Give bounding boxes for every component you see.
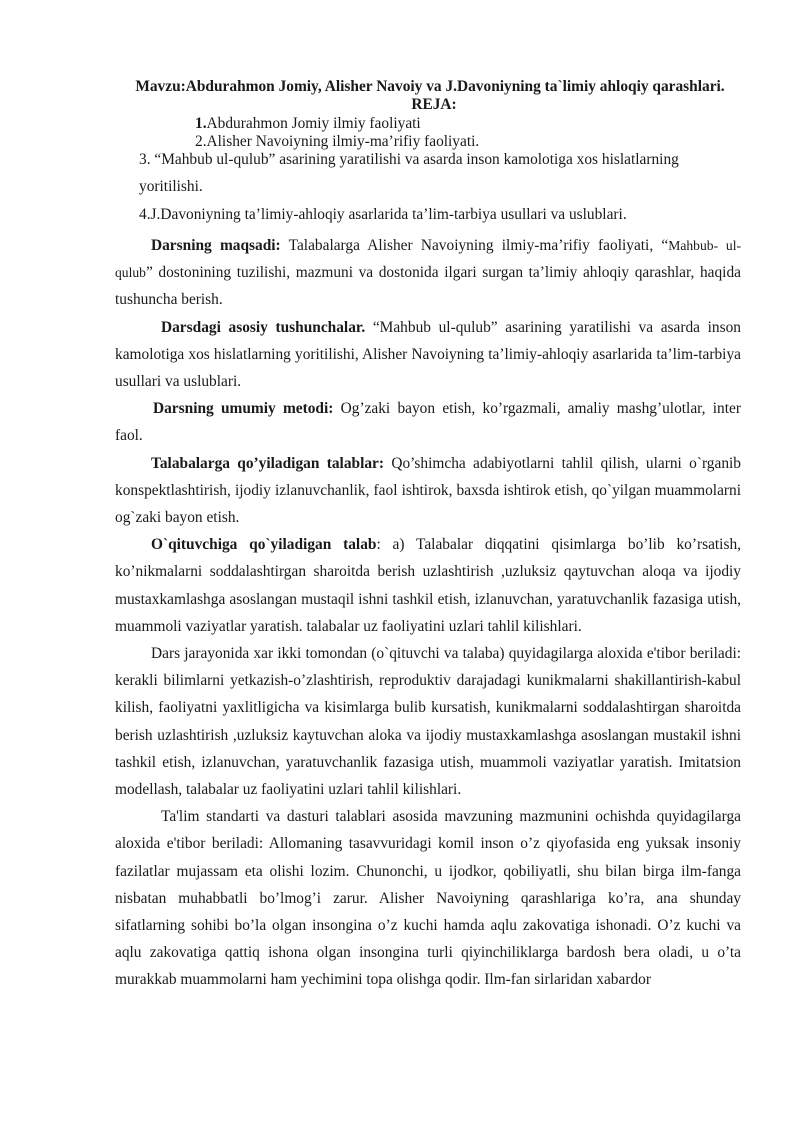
paragraph-key-concepts — [115, 314, 741, 396]
paragraph-lesson-goal — [115, 232, 741, 314]
paragraph-general-method — [115, 395, 741, 449]
plan-item-number: 1. — [195, 115, 207, 132]
general-method-text: Og’zaki bayon etish, ko’rgazmali, amaliy mashg’ulotlar, inter faol. — [115, 400, 741, 445]
general-method-label: Darsning umumiy metodi: — [153, 400, 334, 418]
key-concepts-label: Darsdagi asosiy tushunchalar. — [161, 318, 366, 336]
paragraph-student-requirements — [115, 450, 741, 532]
student-requirements-label: Talabalarga qo’yiladigan talablar: — [151, 454, 385, 472]
document-title: Mavzu:Abdurahmon Jomiy, Alisher Navoiy va J.Davoniyning ta`limiy ahloqiy qarashlari. — [135, 78, 725, 95]
teacher-requirements-label: O`qituvchiga qo`yiladigan talab — [151, 536, 377, 554]
lesson-goal-label: Darsning maqsadi: — [151, 237, 281, 254]
plan-heading: REJA: — [411, 96, 457, 113]
key-concepts-text: “Mahbub ul-qulub” asarining yaratilishi va asarda inson kamolotiga xos hislatlarning yoritilishi, Alisher Navoiyning ta’limiy-ahloqiy asarlarida ta’lim-tarbiya usullari va uslublari. — [115, 318, 741, 391]
lesson-goal-text-part1: Talabalarga Alisher Navoiyning ilmiy-ma’rifiy faoliyati, “ — [280, 237, 669, 254]
lesson-goal-title: Mahbub- ul-qulub — [115, 238, 741, 281]
teacher-requirements-text: : a) Talabalar diqqatini qisimlarga bo’lib ko’rsatish, ko’nikmalarni soddalashtirgan sharoitda berish uzlashtirish ,uzluksiz qaytuvchan aloqa va ijodiy mustaxkamlashga asoslangan mustaqil ishni tashkil etish, izlanuvchan, yaratuvchanlik fazasiga utish, muammoli vaziyatlar yaratish. talabalar uz faoliyatini uzlari tahlil kilishlari. — [115, 536, 741, 635]
plan-item-text: Abdurahmon Jomiy ilmiy faoliyati — [206, 115, 421, 132]
plan-item-3: 3. “Mahbub ul-qulub” asarining yaratilishi va asarda inson kamolotiga xos hislatlarning — [139, 151, 679, 168]
document-body — [115, 232, 741, 994]
student-requirements-text: Qo’shimcha adabiyotlarni tahlil qilish, ularni o`rganib konspektlashtirish, ijodiy izlanuvchanlik, faol ishtirok, baxsda ishtirok etish, qo`yilgan muammolarni og`zaki bayon etish. — [115, 454, 741, 527]
plan-item-4: 4.J.Davoniyning ta’limiy-ahloqiy asarlarida ta’lim-tarbiya usullari va uslublari. — [139, 206, 627, 223]
plan-item-2: 2.Alisher Navoiyning ilmiy-ma’rifiy faoliyati. — [195, 133, 480, 150]
paragraph-education-standard: Ta'lim standarti va dasturi talablari asosida mavzuning mazmunini ochishda quyidagilarga aloxida e'tibor beriladi: Allomaning tasavvuridagi komil inson o’z qiyofasida eng yuksak insoniy fazilatlar mujassam eta olishi lozim. Chunonchi, u ijodkor, qobiliyatli, shu bilan birga ilm-fanga nisbatan muhabbatli bo’lmog’i zarur. Alisher Navoiyning qarashlariga ko’ra, ana shunday sifatlarning sohibi bo’la olgan insongina o’z kuchi hamda aqlu zakovatiga ishonadi. O’z kuchi va aqlu zakovatiga qattiq ishona olgan insongina turli qiyinchiliklarga bardosh bera oladi, u o’ta murakkab muammolarni ham yechimini topa olishga qodir. Ilm-fan sirlaridan xabardor — [115, 808, 741, 989]
plan-item-1 — [195, 114, 421, 134]
plan-item-3-continuation: yoritilishi. — [139, 178, 203, 195]
paragraph-teacher-requirements — [115, 531, 741, 640]
paragraph-lesson-process: Dars jarayonida xar ikki tomondan (o`qituvchi va talaba) quyidagilarga aloxida e'tibor beriladi: kerakli bilimlarni yetkazish-o’zlashtirish, reproduktiv darajadagi kunikmalarni shakillantirish-kabul kilish, faoliyatni yaxlitligicha va kisimlarga bulib kursatish, kunikmalarni soddalashtirgan sharoitda berish uzlashtirish ,uzluksiz kaytuvchan aloka va ijodiy mustaxkamlashga asoslangan mustakil ishni tashkil etish, izlanuvchan, yaratuvchanlik fazasiga utish, muammoli vaziyatlar yaratish. Imitatsion modellash, talabalar uz faoliyatini uzlari tahlil kilishlari. — [115, 645, 741, 799]
lesson-goal-text-part2: ” dostonining tuzilishi, mazmuni va dostonida ilgari surgan ta’limiy ahloqiy qarashlar, haqida tushuncha berish. — [115, 264, 741, 309]
